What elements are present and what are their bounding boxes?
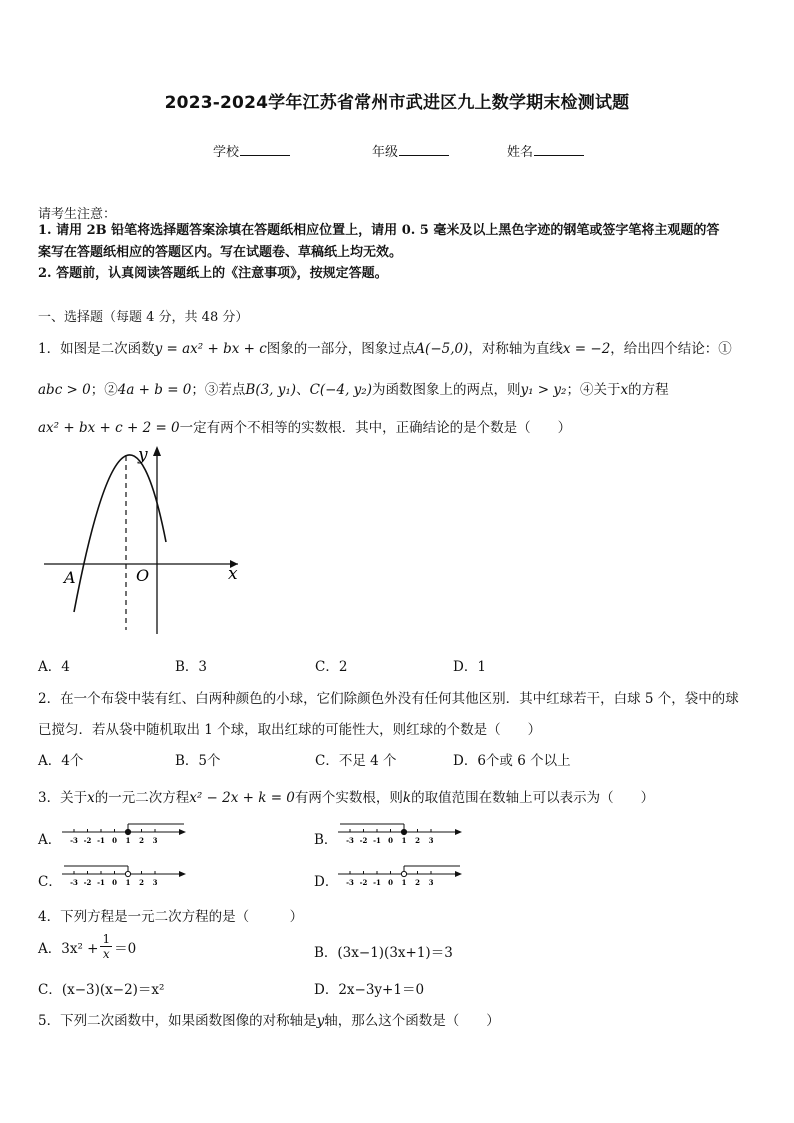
number-line-tick-label: 2 bbox=[415, 878, 420, 887]
q1-text: 一定有两个不相等的实数根．其中，正确结论的是个数是（ ） bbox=[179, 420, 572, 436]
q1-conclusion-3: y₁ > y₂ bbox=[520, 382, 567, 398]
number-line-tick-label: 2 bbox=[139, 836, 144, 845]
notice-item-2: 2. 答题前，认真阅读答题纸上的《注意事项》，按规定答题。 bbox=[38, 266, 388, 281]
q1-text: ，对称轴为直线 bbox=[468, 341, 563, 357]
q3-equation: x² − 2x + k = 0 bbox=[189, 790, 295, 806]
number-line-tick-label: 0 bbox=[112, 878, 117, 887]
q2-option-b[interactable]: B．5个 bbox=[175, 753, 221, 769]
parabola-curve bbox=[74, 455, 166, 612]
q3-k-var: k bbox=[402, 790, 412, 806]
y-axis-arrow bbox=[153, 446, 161, 456]
q4-option-a-fraction bbox=[100, 932, 112, 961]
origin-label: O bbox=[136, 566, 150, 585]
open-endpoint bbox=[125, 871, 130, 876]
q1-text: ；② bbox=[90, 382, 118, 398]
q1-conclusion-2: 4a + b = 0 bbox=[117, 382, 192, 398]
number-line-tick-label: -3 bbox=[70, 878, 78, 887]
grade-field bbox=[372, 141, 449, 160]
number-line-tick-label: 3 bbox=[152, 878, 158, 887]
q1-text: 的方程 bbox=[628, 382, 669, 398]
number-line-tick-label: -3 bbox=[70, 836, 78, 845]
q4-option-c[interactable]: C．(x−3)(x−2)＝x² bbox=[38, 982, 165, 998]
q3-stem bbox=[38, 786, 760, 806]
number-line-tick-label: -1 bbox=[97, 836, 105, 845]
number-line-tick-label: -2 bbox=[359, 836, 368, 845]
notice-item-1-line-2: 案写在答题纸相应的答题区内。写在试题卷、草稿纸上均无效。 bbox=[38, 245, 403, 260]
school-field bbox=[213, 141, 290, 160]
number-line-arrow bbox=[455, 871, 462, 877]
q2-option-d[interactable]: D．6个或 6 个以上 bbox=[453, 753, 571, 769]
notice-item-1-line-1: 1. 请用 2B 铅笔将选择题答案涂填在答题纸相应位置上，请用 0. 5 毫米及以上黑色字迹的钢笔或签字笔将主观题的答 bbox=[38, 223, 720, 238]
q1-equation-2: ax² + bx + c + 2 = 0 bbox=[38, 420, 180, 436]
number-line-b bbox=[336, 820, 466, 848]
number-line-tick-label: 0 bbox=[388, 878, 393, 887]
number-line-tick-label: -1 bbox=[97, 878, 105, 887]
number-line-tick-label: -3 bbox=[346, 878, 354, 887]
number-line-tick-label: 0 bbox=[112, 836, 117, 845]
number-line-a bbox=[60, 820, 190, 848]
number-line-tick-label: -2 bbox=[359, 878, 368, 887]
q1-text: ，给出四个结论：① bbox=[610, 341, 732, 357]
grade-blank[interactable] bbox=[399, 143, 449, 156]
number-line-tick-label: 1 bbox=[125, 878, 131, 887]
q5-text: 5．下列二次函数中，如果函数图像的对称轴是 bbox=[38, 1013, 317, 1029]
q1-number: 1． bbox=[38, 341, 61, 357]
q3-option-c[interactable]: C． bbox=[38, 874, 62, 890]
q1-line-3 bbox=[38, 416, 760, 436]
q1-point-b: B(3, y₁) bbox=[245, 382, 297, 398]
q4-option-b[interactable]: B．(3x−1)(3x+1)＝3 bbox=[314, 945, 453, 961]
number-line-tick-label: 2 bbox=[139, 878, 144, 887]
number-line-arrow bbox=[179, 829, 186, 835]
closed-endpoint bbox=[401, 829, 406, 834]
q3-text: 3．关于 bbox=[38, 790, 88, 806]
section-heading: 一、选择题（每题 4 分，共 48 分） bbox=[38, 310, 249, 325]
q1-option-c[interactable]: C．2 bbox=[315, 659, 348, 675]
q1-text: 为函数图象上的两点，则 bbox=[371, 382, 521, 398]
q5-stem bbox=[38, 1009, 760, 1029]
number-line-tick-label: 3 bbox=[152, 836, 158, 845]
notice-heading: 请考生注意： bbox=[38, 207, 117, 222]
school-label: 学校 bbox=[213, 145, 240, 160]
q3-option-b[interactable]: B． bbox=[314, 832, 338, 848]
q1-x-var: x bbox=[620, 382, 629, 398]
q3-text: 有两个实数根，则 bbox=[294, 790, 403, 806]
number-line-tick-label: 3 bbox=[428, 836, 434, 845]
page-title: 2023-2024学年江苏省常州市武进区九上数学期末检测试题 bbox=[164, 93, 630, 113]
number-line-tick-label: 0 bbox=[388, 836, 393, 845]
q3-text: 的一元二次方程 bbox=[94, 790, 190, 806]
q4-option-a-text: A．3x² + bbox=[38, 940, 99, 957]
number-line-tick-label: -1 bbox=[373, 878, 381, 887]
q1-text: ；③若点 bbox=[191, 382, 246, 398]
q3-option-a[interactable]: A． bbox=[38, 832, 62, 848]
q5-y-var: y bbox=[316, 1013, 325, 1029]
q4-option-a[interactable] bbox=[38, 932, 136, 961]
q1-option-a[interactable]: A．4 bbox=[38, 659, 70, 675]
q2-option-a[interactable]: A．4个 bbox=[38, 753, 84, 769]
fraction-denominator: x bbox=[102, 947, 110, 961]
q3-x-var: x bbox=[87, 790, 95, 806]
q5-text: 轴，那么这个函数是（ ） bbox=[324, 1013, 500, 1029]
number-line-tick-label: -2 bbox=[83, 878, 92, 887]
number-line-tick-label: -1 bbox=[373, 836, 381, 845]
number-line-tick-label: -2 bbox=[83, 836, 92, 845]
point-a-label: A bbox=[64, 568, 76, 587]
q4-option-d[interactable]: D．2x−3y+1＝0 bbox=[314, 982, 425, 998]
q1-line-1 bbox=[38, 337, 760, 357]
y-axis-label: y bbox=[138, 445, 148, 465]
number-line-c bbox=[60, 862, 190, 890]
q2-line-2: 已搅匀．若从袋中随机取出 1 个球，取出红球的可能性大，则红球的个数是（ ） bbox=[38, 722, 542, 738]
number-line-tick-label: 3 bbox=[428, 878, 434, 887]
q1-point-c: C(−4, y₂) bbox=[309, 382, 372, 398]
q1-equation: y = ax² + bx + c bbox=[154, 341, 267, 357]
q1-point-a: A(−5,0) bbox=[415, 341, 469, 357]
number-line-arrow bbox=[179, 871, 186, 877]
q1-conclusion-1: abc > 0 bbox=[38, 382, 91, 398]
number-line-tick-label: 1 bbox=[401, 878, 407, 887]
number-line-d bbox=[336, 862, 466, 890]
open-endpoint bbox=[401, 871, 406, 876]
q4-stem: 4．下列方程是一元二次方程的是（ ） bbox=[38, 909, 304, 925]
q3-text: 的取值范围在数轴上可以表示为（ ） bbox=[411, 790, 655, 806]
name-field bbox=[507, 141, 584, 160]
name-blank[interactable] bbox=[534, 143, 584, 156]
q1-text: 图象的一部分，图象过点 bbox=[266, 341, 416, 357]
q4-option-a-text: ＝0 bbox=[114, 940, 137, 957]
number-line-tick-label: -3 bbox=[346, 836, 354, 845]
q1-axis: x = −2 bbox=[562, 341, 611, 357]
name-label: 姓名 bbox=[507, 145, 534, 160]
q2-option-c[interactable]: C．不足 4 个 bbox=[315, 753, 397, 769]
number-line-tick-label: 1 bbox=[125, 836, 131, 845]
number-line-arrow bbox=[455, 829, 462, 835]
grade-label: 年级 bbox=[372, 145, 399, 160]
q2-line-1: 2．在一个布袋中装有红、白两种颜色的小球，它们除颜色外没有任何其他区别．其中红球若干，白球 5 个，袋中的球 bbox=[38, 691, 739, 707]
q1-text: ；④关于 bbox=[566, 382, 621, 398]
q1-text: 、 bbox=[296, 382, 310, 398]
x-axis-label: x bbox=[228, 564, 238, 584]
q1-parabola-graph bbox=[38, 442, 248, 642]
q1-line-2 bbox=[38, 378, 760, 398]
number-line-tick-label: 2 bbox=[415, 836, 420, 845]
q1-option-b[interactable]: B．3 bbox=[175, 659, 208, 675]
school-blank[interactable] bbox=[240, 143, 290, 156]
number-line-tick-label: 1 bbox=[401, 836, 407, 845]
q1-text: 如图是二次函数 bbox=[60, 341, 155, 357]
q1-option-d[interactable]: D．1 bbox=[453, 659, 486, 675]
closed-endpoint bbox=[125, 829, 130, 834]
q3-option-d[interactable]: D． bbox=[314, 874, 339, 890]
fraction-numerator: 1 bbox=[102, 932, 111, 946]
